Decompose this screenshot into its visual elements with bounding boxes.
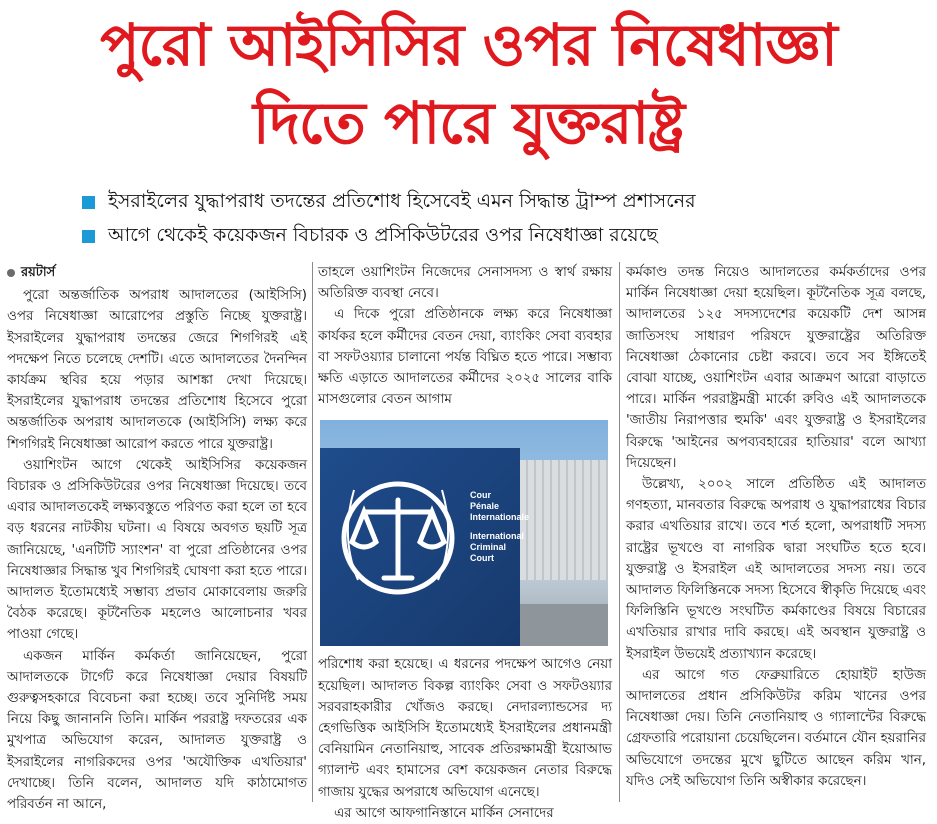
paragraph: পরিশোধ করা হয়েছে। এ ধরনের পদক্ষেপ আগেও নেয়া হয়েছিল। আদালত বিকল্প ব্যাংকিং সেবা ও সফটওয়্যার সরবরাহকারীর খোঁজও করছে। নেদারল্যান্ডসের দ্য হেগভিত্তিক আইসিসি ইতোমধ্যেই ইসরাইলের প্রধানমন্ত্রী বেনিয়ামিন নেতানিয়াহু, সাবেক প্রতিরক্ষামন্ত্রী ইয়োআভ গ্যালান্ট এবং হামাসের বেশ কয়েকজন নেতার বিরুদ্ধে গাজায় যুদ্ধের অপরাধে অভিযোগ এনেছে। [318,657,612,800]
paragraph: একজন মার্কিন কর্মকর্তা জানিয়েছেন, পুরো আদালতকে টার্গেট করে নিষেধাজ্ঞা দেয়ার বিষয়টি গুরুত্বসহকারে বিবেচনা করা হচ্ছে। তবে সুনির্দিষ্ট সময় নিয়ে কিছু জানাননি তিনি। মার্কিন পররাষ্ট্র দফতরের এক মুখপাত্র অভিযোগ করেন, আদালত যুক্তরাষ্ট্র ও ইসরাইলের নাগরিকদের ওপর 'অযৌক্তিক এখতিয়ার' দেখাচ্ছে। তিনি বলেন, আদালত যদি কাঠামোগত পরিবর্তন না আনে, [7,648,307,813]
sign-line: Criminal [470,542,507,553]
article-column-1 [7,262,307,813]
subhead-2 [82,220,922,254]
paragraph: কর্মকাণ্ড তদন্ত নিয়েও আদালতের কর্মকর্তাদের ওপর মার্কিন নিষেধাজ্ঞা দেয়া হয়েছিল। কূটনৈতিক সূত্র বলছে, আদালতের ১২৫ সদস্যদেশের কয়েকটি দেশ আসন্ন জাতিসংঘ সাধারণ পরিষদে যুক্তরাষ্ট্রের অতিরিক্ত নিষেধাজ্ঞা ঠেকানোর চেষ্টা করবে। তবে সব ইঙ্গিতেই বোঝা যাচ্ছে, ওয়াশিংটন এবার আক্রমণ আরো বাড়াতে পারে। মার্কিন পররাষ্ট্রমন্ত্রী মার্কো রুবিও এই আদালতকে 'জাতীয় নিরাপত্তার হুমকি' এবং যুক্তরাষ্ট্র ও ইসরাইলের বিরুদ্ধে 'আইনের অপব্যবহারের হাতিয়ার' বলে আখ্যা দিয়েছেন। [626,265,926,471]
scales-of-justice-icon [320,420,608,646]
column-divider [619,262,620,802]
sign-line: International [470,531,525,542]
headline-line-1: পুরো আইসিসির ওপর নিষেধাজ্ঞা [100,11,837,79]
paragraph: এর আগে আফগানিস্তানে মার্কিন সেনাদের [334,805,554,821]
byline [7,262,307,283]
paragraph: তাহলে ওয়াশিংটন নিজেদের সেনাসদস্য ও স্বার্থ রক্ষায় অতিরিক্ত ব্যবস্থা নেবে। [318,265,612,302]
headline [0,6,937,162]
bullet-square-icon [82,230,95,243]
sign-spacer [470,523,529,531]
subhead-1 [82,186,922,220]
byline-dot-icon [7,269,15,277]
headline-line-2: দিতে পারে যুক্তরাষ্ট্র [252,89,685,157]
bullet-square-icon [82,196,95,209]
article-column-2 [318,262,612,821]
sign-line: Court [470,553,494,564]
subhead-1-text: ইসরাইলের যুদ্ধাপরাধ তদন্তের প্রতিশোধ হিসেবেই এমন সিদ্ধান্ত ট্রাম্প প্রশাসনের [108,190,696,212]
column-divider [312,262,313,802]
icc-sign-photo [320,420,608,646]
sign-text [470,490,529,564]
paragraph: এর আগে গত ফেব্রুয়ারিতে হোয়াইট হাউজ আদালতের প্রধান প্রসিকিউটর করিম খানের ওপর নিষেধাজ্ঞা দেয়। তিনি নেতানিয়াহু ও গ্যালান্টের বিরুদ্ধে গ্রেফতারি পরোয়ানা চেয়েছিলেন। বর্তমানে যৌন হয়রানির অভিযোগে তদন্তের মুখে ছুটিতে আছেন করিম খান, যদিও সেই অভিযোগ তিনি অস্বীকার করেছেন। [626,667,926,789]
paragraph: উল্লেখ্য, ২০০২ সালে প্রতিষ্ঠিত এই আদালত গণহত্যা, মানবতার বিরুদ্ধে অপরাধ ও যুদ্ধাপরাধের বিচার করার এখতিয়ার রাখে। তবে শর্ত হলো, অপরাধটি সদস্য রাষ্ট্রের ভূখণ্ডে বা নাগরিক দ্বারা সংঘটিত হতে হবে। যুক্তরাষ্ট্র ও ইসরাইল এই আদালতের সদস্য নয়। তবে আদালত ফিলিস্তিনকে সদস্য হিসেবে স্বীকৃতি দিয়েছে এবং ফিলিস্তিনি ভূখণ্ডে সংঘটিত কর্মকাণ্ডের বিষয়ে বিচারের এখতিয়ার রাখার দাবি করছে। এই অবস্থান যুক্তরাষ্ট্র ও ইসরাইল উভয়েই প্রত্যাখ্যান করেছে। [626,477,926,662]
paragraph: ওয়াশিংটন আগে থেকেই আইসিসির কয়েকজন বিচারক ও প্রসিকিউটরের ওপর নিষেধাজ্ঞা দিয়েছে। তবে এবার আদালতকেই লক্ষ্যবস্তুতে পরিণত করা হলে তা হবে বড় ধরনের নাটকীয় ঘটনা। এ বিষয়ে অবগত ছয়টি সূত্র জানিয়েছে, 'এনটিটি স্যাংশন' বা পুরো প্রতিষ্ঠানের ওপর নিষেধাজ্ঞার সিদ্ধান্ত খুব শিগগিরই ঘোষণা করা হতে পারে। আদালত ইতোমধ্যেই সম্ভাব্য প্রভাব মোকাবেলায় জরুরি বৈঠক করেছে। কূটনৈতিক মহলেও আলোচনার খবর পাওয়া গেছে। [7,457,307,643]
paragraph: এ দিকে পুরো প্রতিষ্ঠানকে লক্ষ্য করে নিষেধাজ্ঞা কার্যকর হলে কর্মীদের বেতন দেয়া, ব্যাংকিং সেবা ব্যবহার বা সফটওয়্যার চালানো পর্যন্ত বিঘ্নিত হতে পারে। সম্ভাব্য ক্ষতি এড়াতে আদালতের কর্মীদের ২০২৫ সালের বাকি মাসগুলোর বেতন আগাম [318,307,612,408]
article-column-3 [626,262,926,802]
subhead-2-text: আগে থেকেই কয়েকজন বিচারক ও প্রসিকিউটরের ওপর নিষেধাজ্ঞা রয়েছে [108,224,658,246]
paragraph: পুরো অন্তর্জাতিক অপরাধ আদালতের (আইসিসি) ওপর নিষেধাজ্ঞা আরোপের প্রস্তুতি নিচ্ছে যুক্তরাষ্ট্র। ইসরাইলের যুদ্ধাপরাধ তদন্তের জেরে শিগগিরই এই পদক্ষেপ নিতে চলেছে দেশটি। এতে আদালতের দৈনন্দিন কার্যক্রম স্থবির হয়ে পড়ার আশঙ্কা দেখা দিয়েছে। ইসরাইলের যুদ্ধাপরাধ তদন্তের প্রতিশোধ হিসেবে পুরো অন্তর্জাতিক অপরাধ আদালতকে (আইসিসি) লক্ষ্য করে শিগগিরই নিষেধাজ্ঞা আরোপ করতে পারে যুক্তরাষ্ট্র। [7,288,307,452]
sign-line: Cour [470,490,491,501]
sign-line: Internationale [470,512,530,523]
subheads [82,186,922,254]
sign-line: Pénale [470,501,500,512]
byline-text: রয়টার্স [21,265,56,280]
